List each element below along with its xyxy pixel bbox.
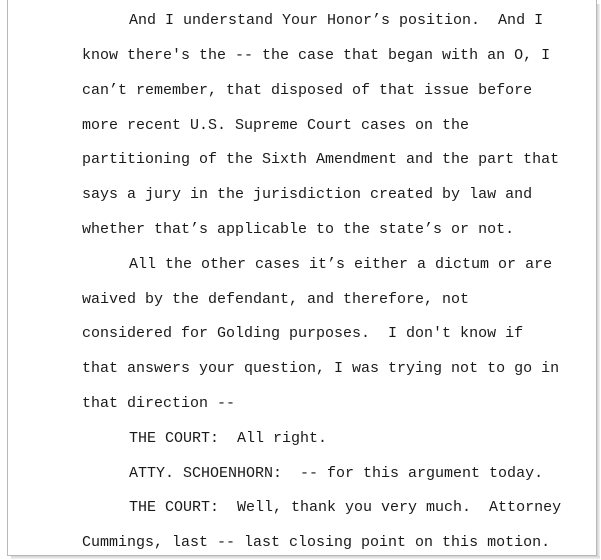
transcript-line: more recent U.S. Supreme Court cases on the: [82, 117, 470, 134]
transcript-line: that direction --: [82, 395, 236, 412]
transcript-line: whether that’s applicable to the state’s or not.: [82, 221, 515, 238]
page-shadow-right: [597, 4, 600, 559]
transcript-speaker-line: ATTY. SCHOENHORN: -- for this argument today.: [129, 465, 544, 482]
transcript-line: And I understand Your Honor’s position. And I: [129, 12, 544, 29]
transcript-line: know there's the -- the case that began with an O, I: [82, 47, 551, 64]
transcript-line: Cummings, last -- last closing point on this motion.: [82, 534, 551, 551]
transcript-speaker-line: THE COURT: Well, thank you very much. Attorney: [129, 499, 562, 516]
transcript-line: considered for Golding purposes. I don't know if: [82, 325, 524, 342]
page-shadow-bottom: [11, 556, 600, 559]
transcript-line: that answers your question, I was trying not to go in: [82, 360, 560, 377]
transcript-line: waived by the defendant, and therefore, not: [82, 291, 470, 308]
page-border-left: [7, 0, 8, 556]
transcript-line: says a jury in the jurisdiction created by law and: [82, 186, 533, 203]
transcript-line: All the other cases it’s either a dictum or are: [129, 256, 553, 273]
transcript-speaker-line: THE COURT: All right.: [129, 430, 328, 447]
transcript-line: partitioning of the Sixth Amendment and the part that: [82, 151, 560, 168]
transcript-line: can’t remember, that disposed of that issue before: [82, 82, 533, 99]
